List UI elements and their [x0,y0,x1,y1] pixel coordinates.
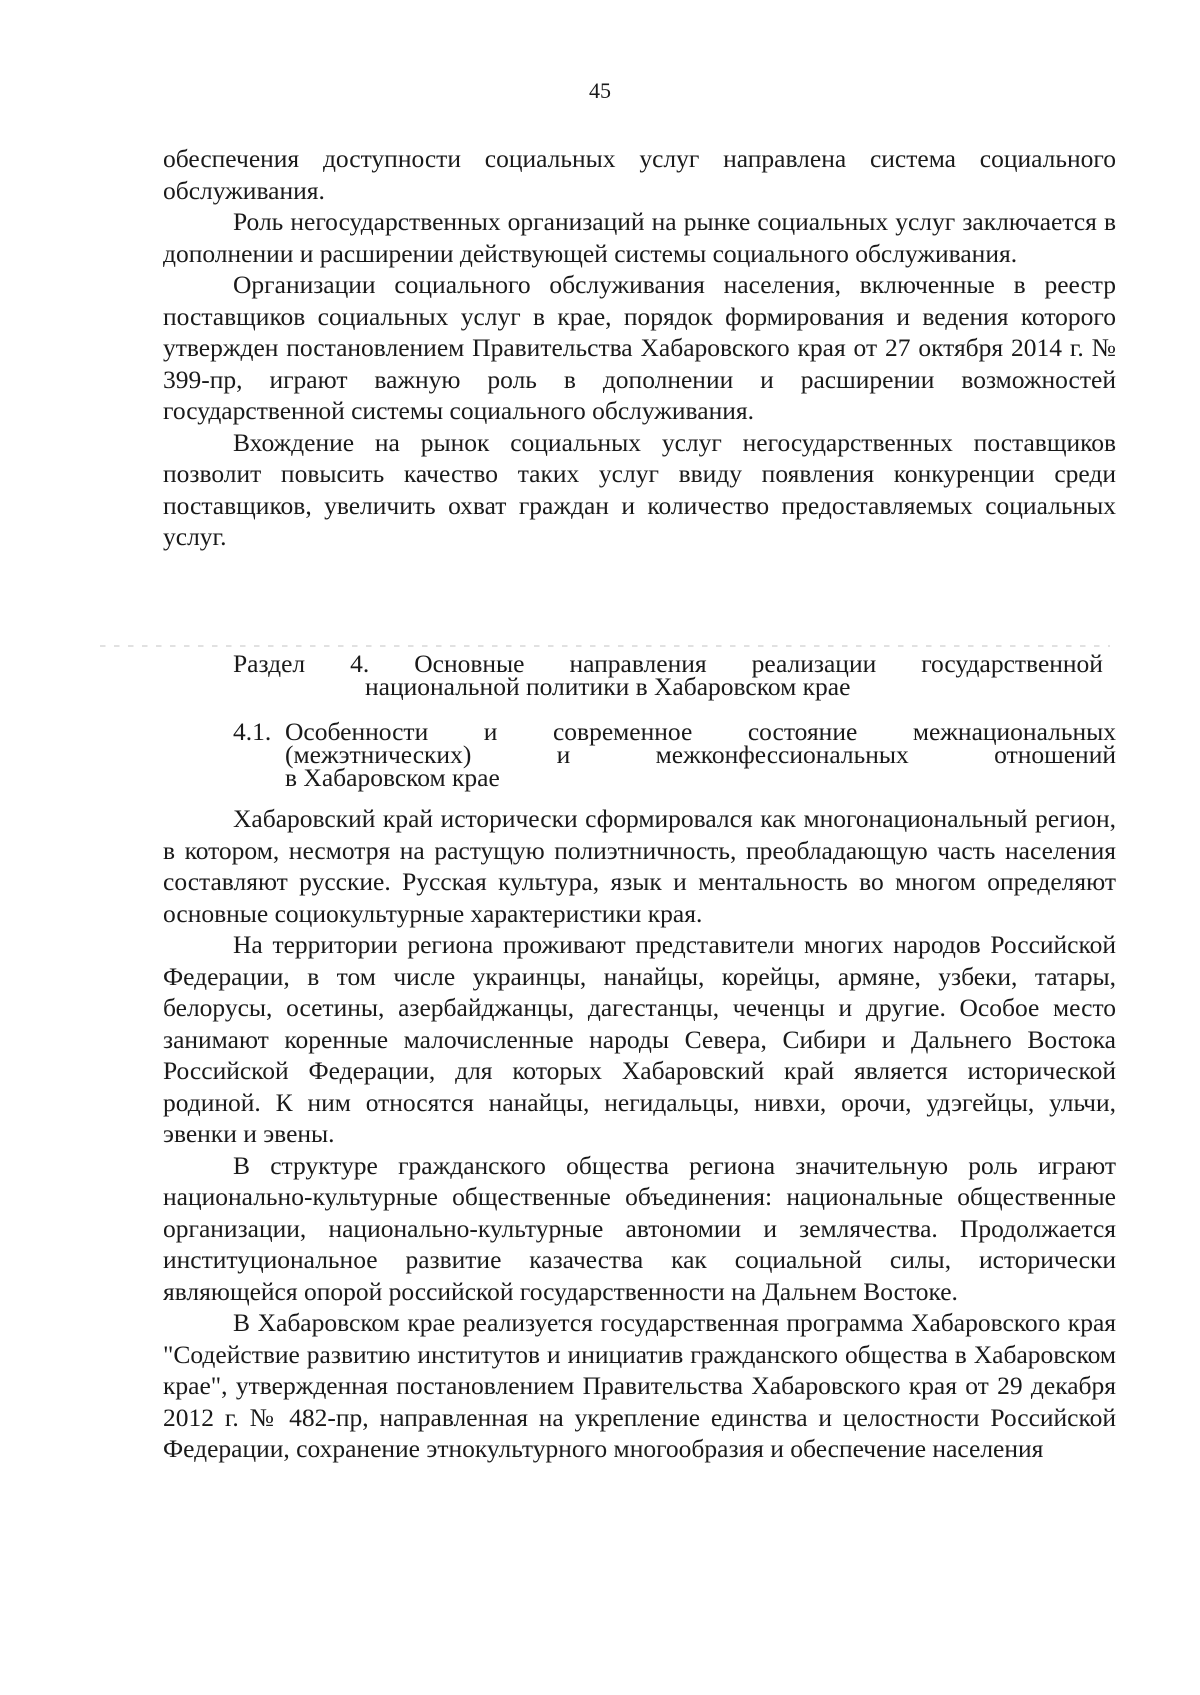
paragraph: В структуре гражданского общества региона значительную роль играют национально-культурные общественные объединения: национальные общественные организации, национально-культурные автономии и землячества. Продолжается институциональное развитие казачества как социальной силы, исторически являющейся опорой российской государственности на Дальнем Востоке. [163,1150,1116,1306]
paragraph: Организации социального обслуживания населения, включенные в реестр поставщиков социальных услуг в крае, порядок формирования и ведения которого утвержден постановлением Правительства Хабаровского края от 27 октября 2014 г. № 399-пр, играют важную роль в дополнении и расширении возможностей государственной системы социального обслуживания. [163,270,1116,425]
subsection-title [285,717,1116,792]
section-heading-word: государственной [921,649,1103,678]
subsection-title-line: в Хабаровском крае [285,763,500,792]
section-heading-word: 4. [350,649,370,678]
paragraph: Вхождение на рынок социальных услуг негосударственных поставщиков позволит повысить качество таких услуг ввиду появления конкуренции среди поставщиков, увеличить охват граждан и количество предоставляемых социальных услуг. [163,427,1116,551]
paragraph: обеспечения доступности социальных услуг направлена система социального обслуживания. [163,144,1116,205]
section-heading-line: национальной политики в Хабаровском крае [365,672,851,701]
section-heading-word: реализации [751,649,877,678]
section-heading-word: Основные [414,649,525,678]
paragraph: В Хабаровском крае реализуется государственная программа Хабаровского края "Содействие развитию институтов и инициатив гражданского общества в Хабаровском крае", утвержденная постановлением Правительства Хабаровского края от 29 декабря 2012 г. № 482-пр, направленная на укрепление единства и целостности Российской Федерации, сохранение этнокультурного многообразия и обеспечение населения [163,1308,1116,1463]
section-heading-word: Раздел [233,649,306,678]
paragraph: Хабаровский край исторически сформировался как многонациональный регион, в котором, несмотря на растущую полиэтничность, преобладающую часть населения составляют русские. Русская культура, язык и ментальность во многом определяют основные социокультурные характеристики края. [163,804,1116,928]
top-text-block [163,143,1116,553]
section-heading [233,649,1103,701]
subsection-title-line: (межэтнических) и межконфессиональных отношений [285,740,1116,769]
paragraph: Роль негосударственных организаций на рынке социальных услуг заключается в дополнении и расширении действующей системы социального обслуживания. [163,207,1116,268]
bottom-text-block [163,803,1116,1465]
page-number: 45 [589,78,611,103]
paragraph: На территории региона проживают представители многих народов Российской Федерации, в том числе украинцы, нанайцы, корейцы, армяне, узбеки, татары, белорусы, осетины, азербайджанцы, дагестанцы, чеченцы и другие. Особое место занимают коренные малочисленные народы Севера, Сибири и Дальнего Востока Российской Федерации, для которых Хабаровский край является исторической родиной. К ним относятся нанайцы, негидальцы, нивхи, орочи, удэгейцы, ульчи, эвенки и эвены. [163,930,1116,1148]
scan-artifact-line [100,645,1110,647]
subsection-title-line: Особенности и современное состояние межнациональных [285,717,1116,746]
subsection-number: 4.1. [233,717,272,746]
subsection-heading [233,717,1116,792]
section-heading-word: направления [569,649,707,678]
